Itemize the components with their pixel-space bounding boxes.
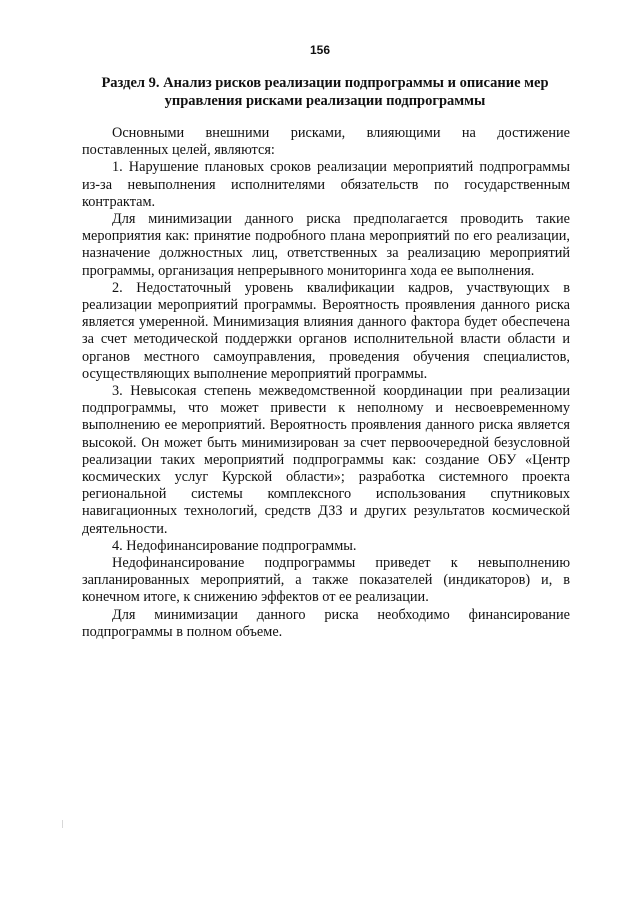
paragraph: 2. Недостаточный уровень квалификации кадров, участвующих в реализации мероприятий программы. Вероятность проявления данного риска является умеренной. Минимизация влияния данного фактора будет обеспечена за счет методической поддержки органов исполнительной власти области и органов местного самоуправления, проведения обучения специалистов, осуществляющих выполнение мероприятий программы. [82, 279, 570, 382]
document-body [82, 125, 570, 641]
paragraph: Недофинансирование подпрограммы приведет к невыполнению запланированных мероприятий, а также показателей (индикаторов) и, в конечном итоге, к снижению эффектов от ее реализации. [82, 555, 570, 606]
paragraph: 1. Нарушение плановых сроков реализации мероприятий подпрограммы из-за невыполнения исполнителями обязательств по государственным контрактам. [82, 159, 570, 210]
section-title: Раздел 9. Анализ рисков реализации подпрограммы и описание мер управления рисками реализации подпрограммы [101, 75, 549, 109]
paragraph: Для минимизации данного риска необходимо финансирование подпрограммы в полном объеме. [82, 606, 570, 640]
paragraph: Для минимизации данного риска предполагается проводить такие мероприятия как: принятие подробного плана мероприятий по его реализации, назначение должностных лиц, ответственных за реализацию мероприятий программы, организация непрерывного мониторинга хода ее выполнения. [82, 211, 570, 279]
paragraph: 3. Невысокая степень межведомственной координации при реализации подпрограммы, что может привести к неполному и несвоевременному выполнению ее мероприятий. Вероятность проявления данного риска является высокой. Он может быть минимизирован за счет первоочередной безусловной реализации таких мероприятий подпрограммы как: создание ОБУ «Центр космических услуг Курской области»; разработка системного проекта региональной системы комплексного использования спутниковых навигационных технологий, средств ДЗЗ и других результатов космической деятельности. [82, 383, 570, 537]
page-number: 156 [309, 43, 331, 57]
scan-mark [62, 820, 63, 828]
paragraph: 4. Недофинансирование подпрограммы. [112, 537, 357, 554]
paragraph: Основными внешними рисками, влияющими на достижение поставленных целей, являются: [82, 125, 570, 159]
